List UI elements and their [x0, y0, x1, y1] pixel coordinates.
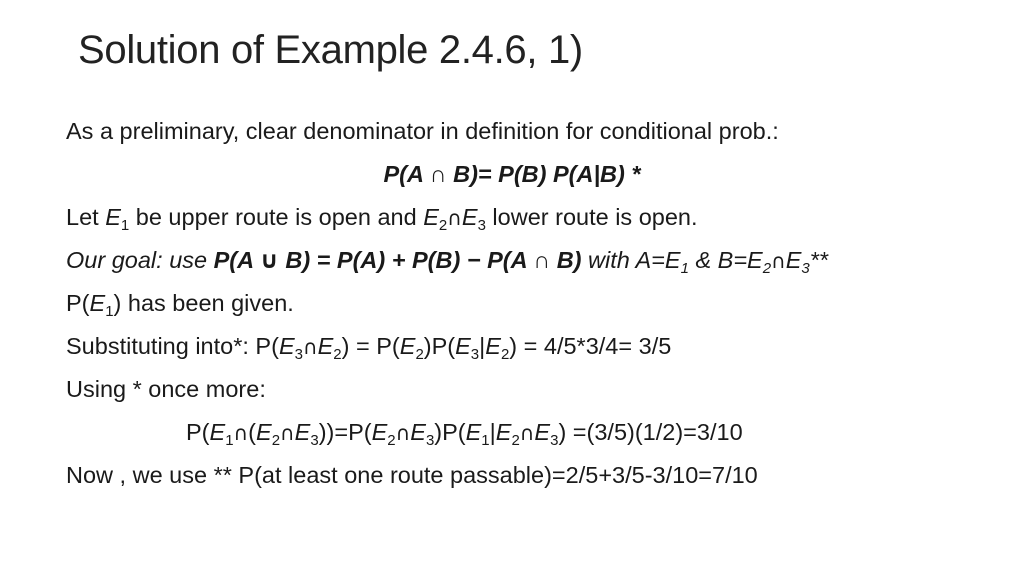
text-line-preliminary: As a preliminary, clear denominator in definition for conditional prob.:	[66, 118, 779, 144]
formula-text: P(A ∩ B)= P(B) P(A|B) *	[383, 161, 641, 187]
text-line-let: Let $E_1$ be upper route is open and $E_2\cap E_3$ lower route is open.	[66, 204, 698, 234]
slide-title: Solution of Example 2.4.6, 1)	[78, 28, 583, 72]
text-line-using: Using * once more:	[66, 376, 266, 402]
formula-conditional-product	[0, 159, 1024, 189]
text-line-substituting: Substituting into*: $P(E_3\cap E_2) = P(E_2)P(E_3|E_2) = 4/5*3/4= 3/5$	[66, 333, 672, 363]
text-line-given: $P(E_1)$ has been given.	[66, 290, 294, 320]
text-line-goal: Our goal: use P(A ∪ B) = P(A) + P(B) − P(A ∩ B) with $A=E_1$ & $B=E_2\cap E_3**$	[66, 247, 829, 277]
formula-intersection: $P(E_1\cap(E_2\cap E_3))=P(E_2\cap E_3)P(E_1|E_2\cap E_3) =(3/5)(1/2)=3/10$	[186, 419, 743, 449]
text-line-conclusion: Now , we use ** P(at least one route passable)=2/5+3/5-3/10=7/10	[66, 462, 758, 488]
